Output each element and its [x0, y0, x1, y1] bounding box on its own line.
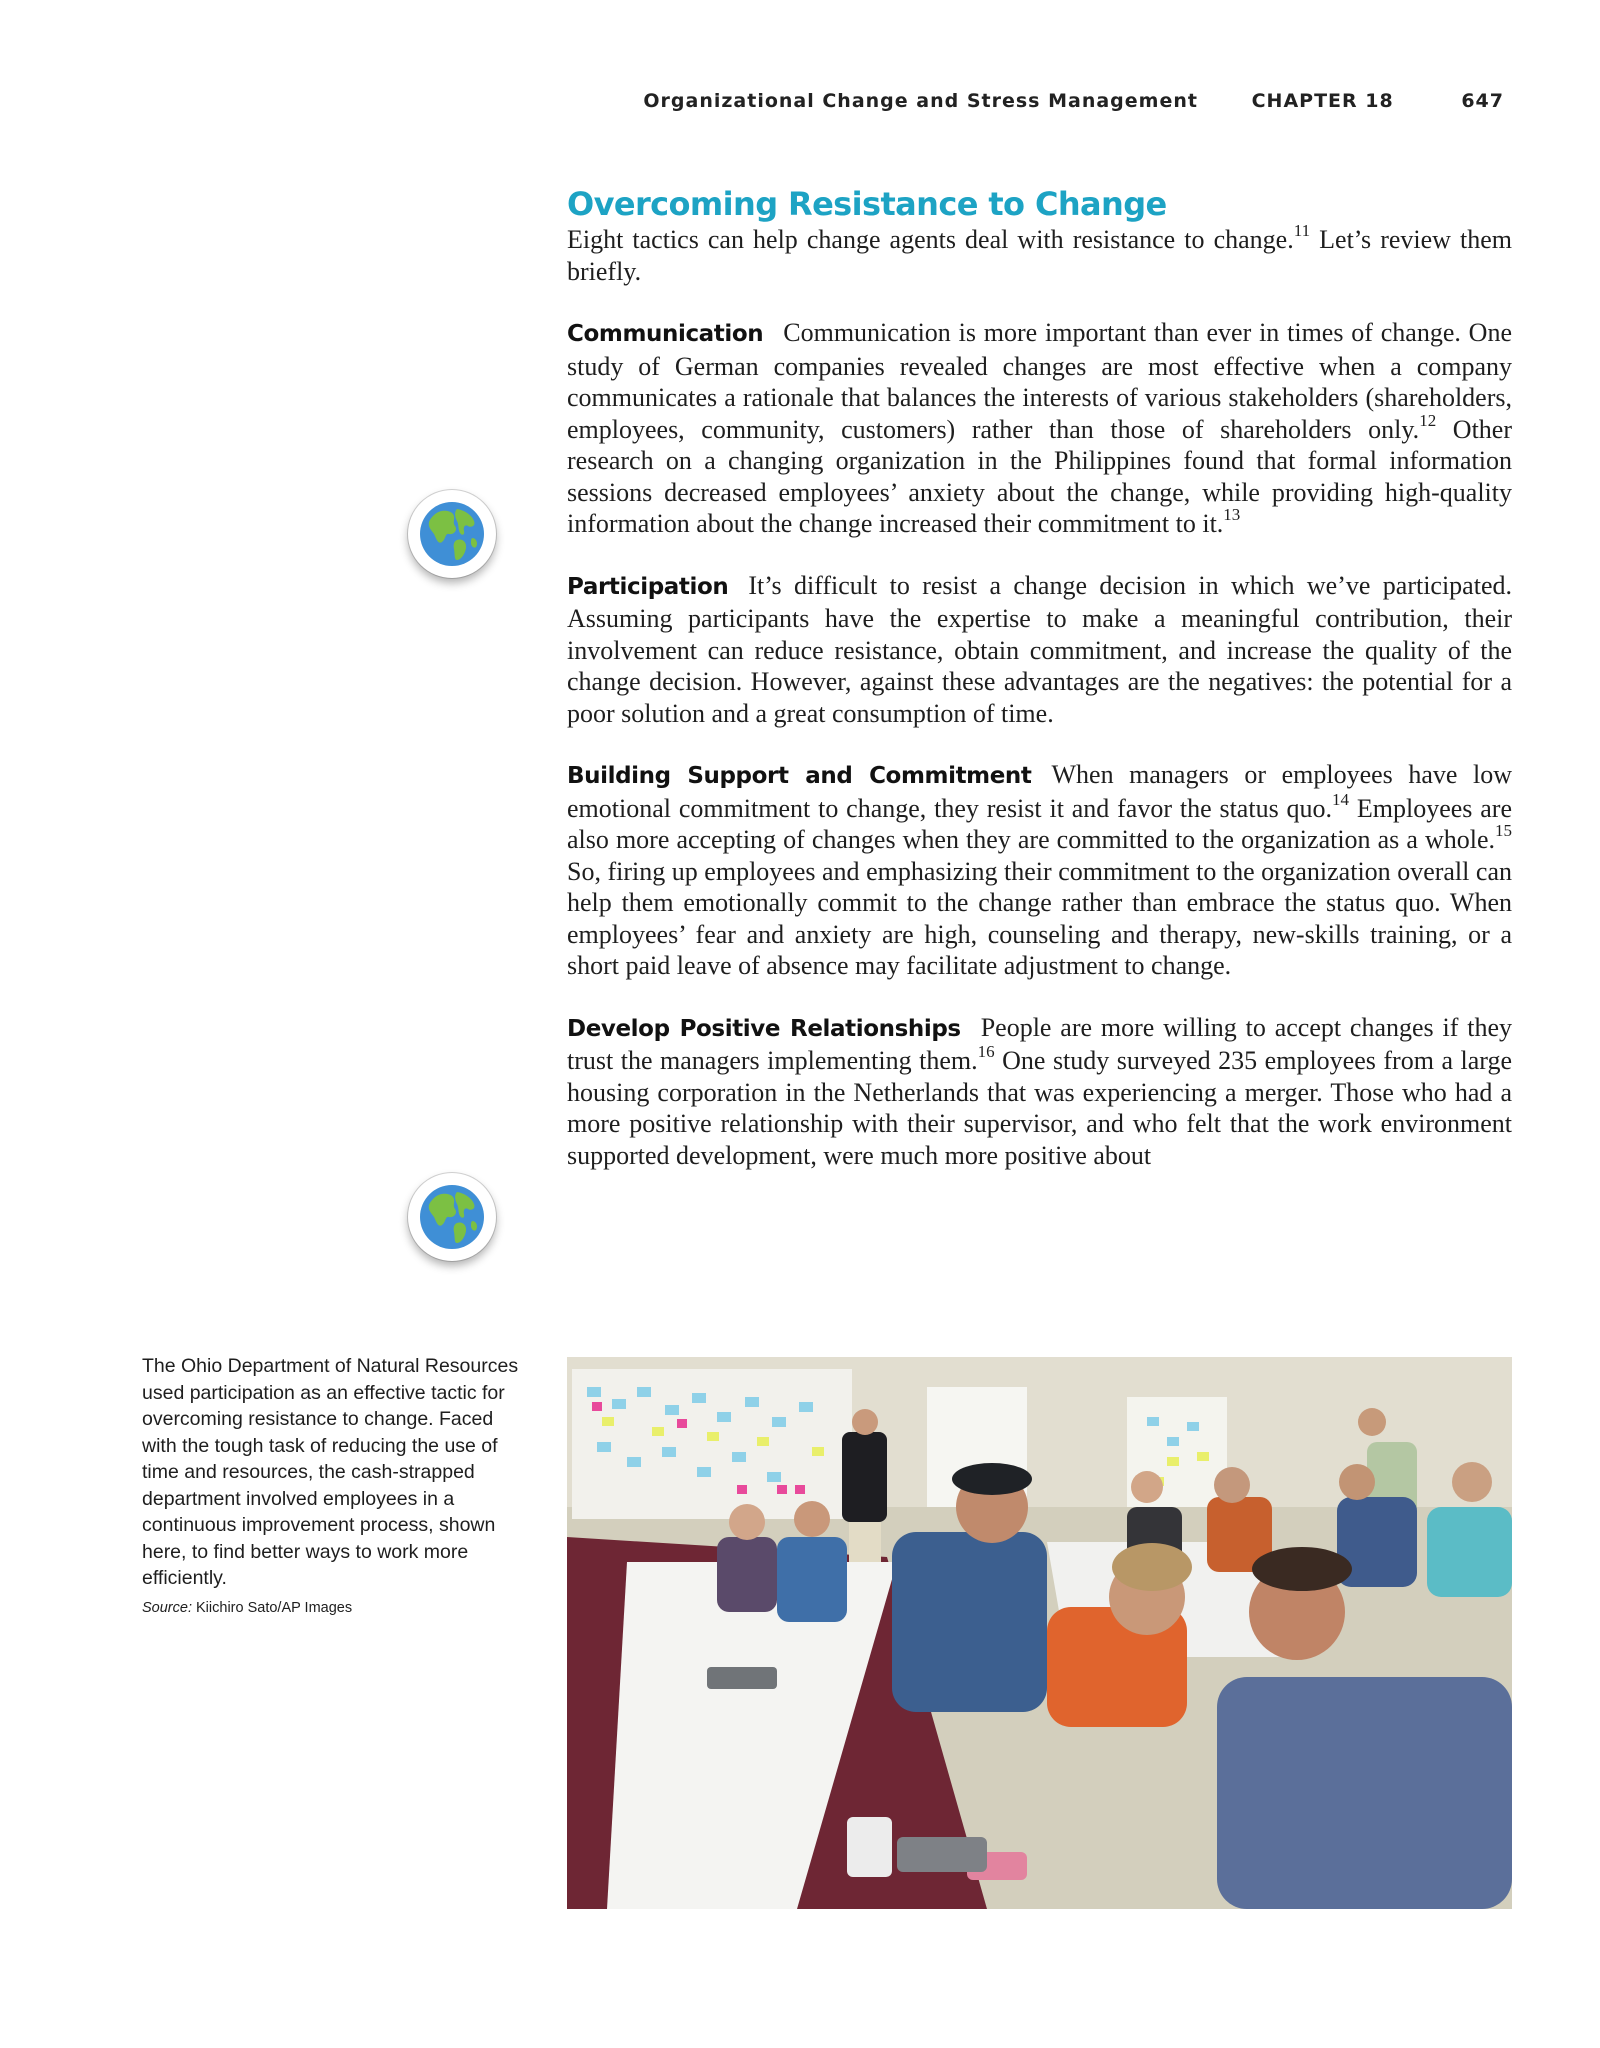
building-support-paragraph: [567, 759, 1512, 982]
running-head-chapter: CHAPTER 18: [1251, 90, 1394, 112]
section-title: Overcoming Resistance to Change: [567, 185, 1167, 223]
endnote-ref: 14: [1332, 789, 1350, 809]
participation-paragraph: [567, 570, 1512, 730]
source-label: Source:: [142, 1599, 192, 1616]
intro-paragraph: [567, 221, 1513, 287]
page-number: 647: [1461, 90, 1504, 112]
endnote-ref: 13: [1223, 505, 1241, 524]
paragraph-text: People are more willing to accept changes if they trust the managers implementing them.: [567, 1012, 1512, 1075]
endnote-ref: 16: [977, 1042, 995, 1061]
running-head: [643, 90, 1504, 114]
workshop-photo: [567, 1357, 1512, 1909]
source-text: Kiichiro Sato/AP Images: [191, 1599, 353, 1616]
communication-paragraph: [567, 317, 1512, 540]
paragraph-text: So, firing up employees and emphasizing their commitment to the organization overall can help them emotionally commit to the change rather than embrace the status quo. When employees’ fear and anxiety are high, counseling and therapy, new-skills training, or a short paid leave of absence may facilitate adjustment to change.: [567, 856, 1512, 980]
caption-text: The Ohio Department of Natural Resources used participation as an effective tactic for overcoming resistance to change. Faced with the tough task of reducing the use of time and resources, the cash-strapped department involved employees in a continuous improvement process, shown here, to find better ways to work more efficiently.: [142, 1355, 519, 1589]
photo-credit: [142, 1595, 522, 1622]
intro-text: Eight tactics can help change agents deal with resistance to change.: [567, 225, 1294, 254]
paragraph-text: Employees are also more accepting of changes when they are committed to the organization as a whole.: [567, 793, 1513, 854]
runin-heading-participation: Participation: [567, 573, 729, 600]
positive-relationships-paragraph: [567, 1012, 1512, 1172]
paragraph-text: When managers or employees have low emotional commitment to change, they resist it and favor the status quo.: [567, 760, 1512, 823]
paragraph-text: Other research on a changing organization in the Philippines found that formal information sessions decreased employees’ anxiety about the change, while providing high-quality information about the change increased their commitment to it.: [567, 414, 1512, 538]
globe-icon: [408, 490, 496, 578]
paragraph-text: One study surveyed 235 employees from a large housing corporation in the Netherlands that was experiencing a merger. Those who had a more positive relationship with their supervisor, and who felt that the work environment supported development, were much more positive about: [567, 1046, 1512, 1170]
main-column: [567, 182, 1512, 1201]
intro-text: Let’s review them briefly.: [567, 225, 1513, 286]
runin-heading-building-support: Building Support and Commitment: [567, 763, 1032, 789]
globe-icon: [408, 1173, 496, 1261]
globe-graphic: [419, 1184, 485, 1250]
endnote-ref: 15: [1495, 821, 1512, 840]
figure-caption: [142, 1353, 522, 1621]
running-head-section: Organizational Change and Stress Management: [643, 90, 1198, 112]
paragraph-text: It’s difficult to resist a change decision in which we’ve participated. Assuming participants have the expertise to make a meaningful contribution, their involvement can reduce resistance, obtain commitment, and increase the quality of the change decision. However, against these advantages are the negatives: the potential for a poor solution and a great consumption of time.: [567, 570, 1512, 728]
endnote-ref: 11: [1293, 221, 1311, 240]
paragraph-text: Communication is more important than ever in times of change. One study of German companies revealed changes are most effective when a company communicates a rationale that balances the interests of various stakeholders (shareholders, employees, community, customers) rather than those of shareholders only.: [567, 318, 1512, 444]
globe-graphic: [419, 501, 485, 567]
endnote-ref: 12: [1419, 410, 1437, 430]
workshop-photo-graphic: [567, 1357, 1512, 1909]
runin-heading-positive-relationships: Develop Positive Relationships: [567, 1015, 961, 1042]
runin-heading-communication: Communication: [567, 321, 764, 347]
